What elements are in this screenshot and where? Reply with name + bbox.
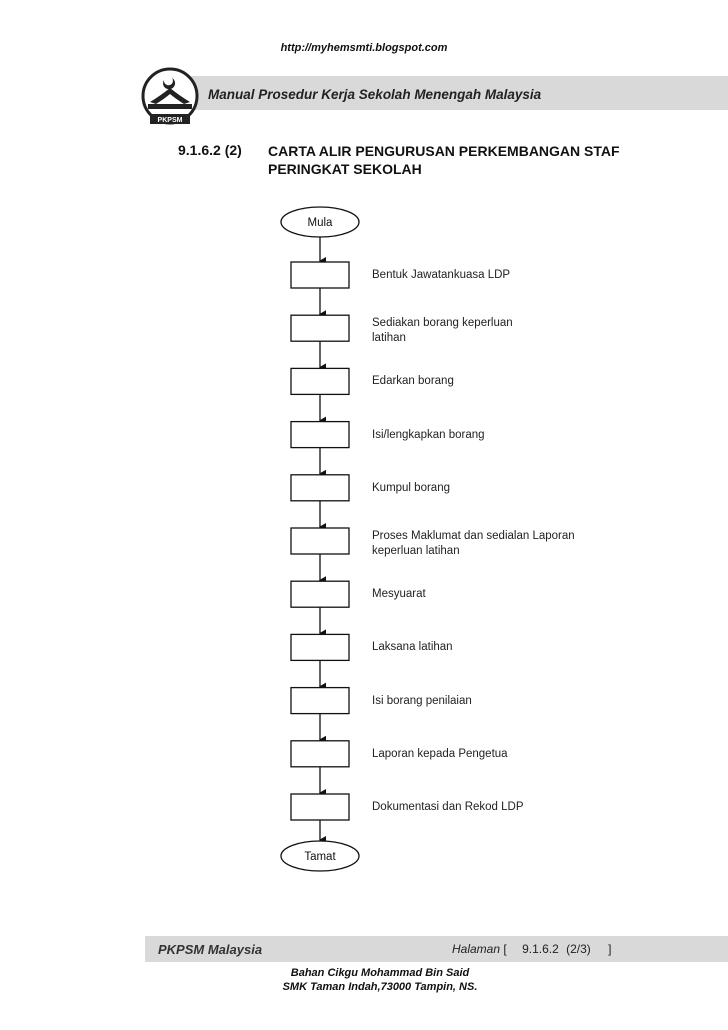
process-box [291,422,349,448]
credit-school: SMK Taman Indah,73000 Tampin, NS. [282,981,478,993]
page-count: (2/3) [566,942,591,956]
step-label [372,428,632,443]
step-label [372,374,632,389]
step-label [372,640,632,655]
step-label-line2: latihan [372,332,406,345]
step-label-line1: Dokumentasi dan Rekod LDP [372,801,524,813]
step-label [372,268,632,283]
page-label: Halaman [452,942,501,956]
step-label [372,316,632,346]
step-label [372,529,632,559]
step-label-line2: keperluan latihan [372,545,460,557]
step-label-line1: Proses Maklumat dan sedialan Laporan [372,530,575,542]
step-label-line1: Edarkan borang [372,375,454,388]
footer-brand: PKPSM Malaysia [158,942,263,957]
end-label: Tamat [304,851,336,863]
section-title-line2: PERINGKAT SEKOLAH [268,161,422,177]
start-label: Mula [307,217,333,229]
page-bracket-open: [ [503,942,507,956]
process-box [291,315,349,341]
process-box [291,741,349,767]
blog-url[interactable]: http://myhemsmti.blogspot.com [280,42,448,54]
step-label-line1: Sediakan borang keperluan [372,317,513,330]
section-title-line1: CARTA ALIR PENGURUSAN PERKEMBANGAN STAF [268,143,620,159]
step-label [372,587,632,602]
step-label [372,800,632,815]
process-box [291,368,349,394]
step-label-line1: Bentuk Jawatankuasa LDP [372,269,511,281]
credit-author: Bahan Cikgu Mohammad Bin Said [290,967,470,979]
step-label-line1: Kumpul borang [372,481,450,494]
page-bracket-close: ] [608,942,612,956]
step-label-line1: Isi/lengkapkan borang [372,428,485,441]
process-box [291,688,349,714]
step-label-line1: Laksana latihan [372,641,453,654]
step-label-line1: Mesyuarat [372,588,426,601]
process-box [291,794,349,820]
section-number: 9.1.6.2 (2) [178,142,242,158]
process-box [291,262,349,288]
step-label [372,481,632,496]
page-code: 9.1.6.2 [522,942,559,956]
step-label-line1: Isi borang penilaian [372,694,472,707]
process-box [291,528,349,554]
manual-title: Manual Prosedur Kerja Sekolah Menengah Malaysia [208,87,542,102]
step-label [372,747,632,762]
step-label [372,694,632,709]
logo-text: PKPSM [157,117,183,124]
process-box [291,634,349,660]
page-indicator [452,942,611,956]
process-box [291,581,349,607]
process-box [291,475,349,501]
step-label-line1: Laporan kepada Pengetua [372,747,508,760]
